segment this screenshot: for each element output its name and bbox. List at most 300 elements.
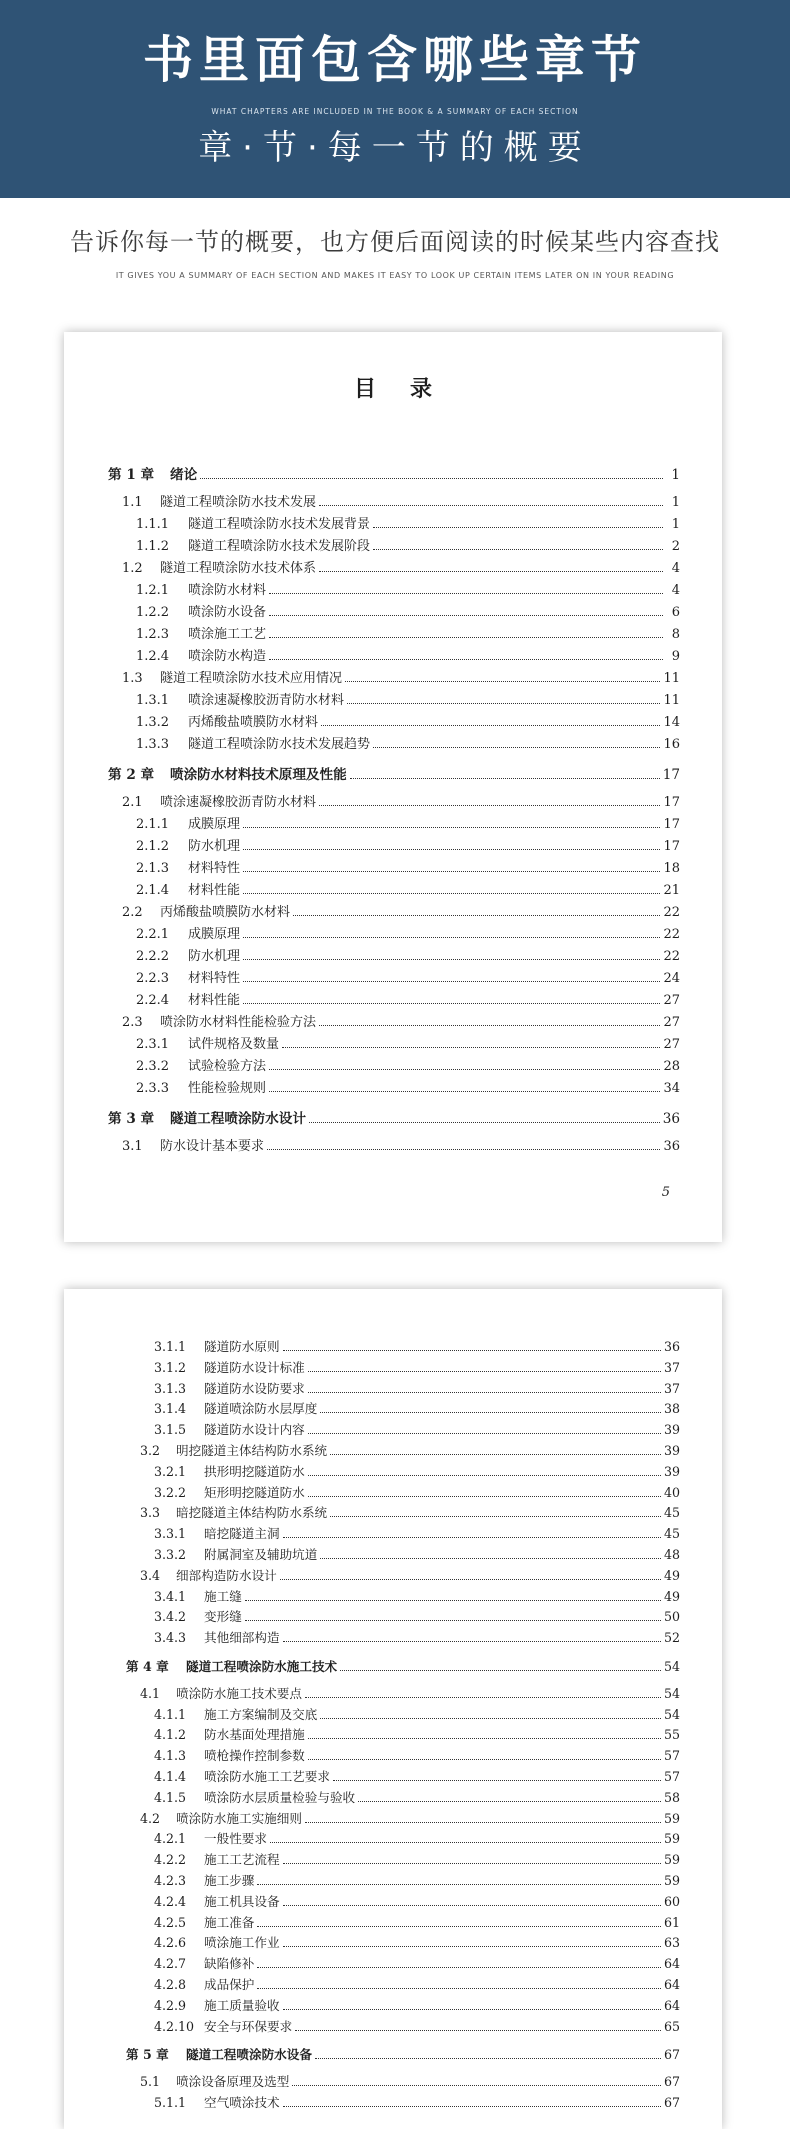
toc-entry-row <box>64 1503 722 1524</box>
dot-leader <box>292 2085 661 2086</box>
toc-page-2 <box>64 1289 722 2129</box>
toc-entry-title: 性能检验规则 <box>188 1081 267 1096</box>
dot-leader <box>330 1516 661 1517</box>
toc-entry-row <box>64 1337 722 1358</box>
toc-entry-number: 2.1.3 <box>136 861 170 876</box>
toc-entry-number: 4.1.1 <box>154 1706 187 1722</box>
toc-entry-row <box>64 2093 722 2114</box>
toc-entry-number: 第 3 章 <box>108 1111 155 1127</box>
toc-entry-label <box>154 1524 280 1545</box>
toc-entry-label <box>154 1607 242 1628</box>
toc-entry-page: 22 <box>663 949 680 964</box>
toc-entry-title: 缺陷修补 <box>204 1956 255 1972</box>
toc-entry-title: 试件规格及数量 <box>188 1037 280 1052</box>
toc-entry-title: 试验检验方法 <box>188 1059 267 1074</box>
toc-entry-number: 4.2.9 <box>154 1997 187 2013</box>
dot-leader <box>321 725 660 726</box>
toc-entry-title: 其他细部构造 <box>204 1630 280 1646</box>
toc-entry-title: 绪论 <box>170 467 198 483</box>
toc-entry-number: 5.1 <box>140 2074 161 2090</box>
dot-leader <box>293 915 660 916</box>
toc-entry-label <box>154 1358 305 1379</box>
toc-entry-title: 一般性要求 <box>204 1831 267 1847</box>
toc-entry-row <box>64 1913 722 1934</box>
toc-entry-title: 喷涂防水施工实施细则 <box>176 1810 302 1826</box>
toc-entry-page: 59 <box>663 1831 680 1847</box>
toc-entry-number: 3.2 <box>140 1442 161 1458</box>
toc-entry-page: 1 <box>671 467 680 483</box>
toc-entry-title: 隧道工程喷涂防水技术体系 <box>160 561 317 576</box>
toc-entry-row <box>64 580 722 602</box>
toc-entry-row <box>64 1996 722 2017</box>
toc-entry-label <box>122 668 342 690</box>
toc-entry-title: 空气喷涂技术 <box>204 2094 280 2110</box>
toc-entry-number: 第 2 章 <box>108 767 155 783</box>
toc-entry-number: 2.1.1 <box>136 817 170 832</box>
toc-entry-title: 变形缝 <box>204 1609 242 1625</box>
toc-entry-title: 拱形明挖隧道防水 <box>204 1463 305 1479</box>
toc-entry-label <box>136 580 266 602</box>
toc-entry-title: 成膜原理 <box>188 817 241 832</box>
toc-entry-number: 3.3.2 <box>154 1546 187 1562</box>
toc-entry-page: 38 <box>663 1401 680 1417</box>
toc-entry-row <box>64 1524 722 1545</box>
dot-leader <box>350 778 660 779</box>
toc-entry-title: 隧道工程喷涂防水技术发展趋势 <box>188 737 371 752</box>
toc-entry-title: 喷涂防水材料技术原理及性能 <box>170 767 347 783</box>
dot-leader <box>245 1620 661 1621</box>
toc-entry-label <box>140 2072 289 2093</box>
toc-entry-number: 2.3.2 <box>136 1059 170 1074</box>
toc-entry-label <box>154 1705 317 1726</box>
dot-leader <box>347 703 660 704</box>
dot-leader <box>320 1558 661 1559</box>
toc-entry-label <box>136 1056 266 1078</box>
toc-entry-number: 2.2 <box>122 905 143 920</box>
dot-leader <box>373 747 660 748</box>
toc-entry-page: 27 <box>663 1015 680 1030</box>
dot-leader <box>243 849 660 850</box>
toc-entry-row <box>64 1483 722 1504</box>
toc-entry-number: 1.2 <box>122 561 143 576</box>
toc-entry-page: 64 <box>663 1997 680 2013</box>
toc-entry-number: 2.2.2 <box>136 949 170 964</box>
toc-entry-row <box>64 814 722 836</box>
dot-leader <box>270 1842 661 1843</box>
toc-entry-row <box>64 1850 722 1871</box>
toc-entry-label <box>140 1809 302 1830</box>
toc-entry-row <box>64 514 722 536</box>
toc-entry-row <box>64 1545 722 1566</box>
toc-entry-row <box>64 558 722 580</box>
toc-entry-label <box>154 1767 330 1788</box>
toc-entry-number: 4.1.2 <box>154 1727 187 1743</box>
dot-leader <box>283 1641 661 1642</box>
dot-leader <box>319 1025 660 1026</box>
toc-entry-label <box>136 858 240 880</box>
toc-entry-number: 4.1 <box>140 1685 161 1701</box>
toc-entry-number: 3.3.1 <box>154 1526 187 1542</box>
dot-leader <box>295 2030 661 2031</box>
toc-chapter-row <box>64 764 722 786</box>
toc-entry-number: 第 5 章 <box>126 2047 169 2063</box>
toc-entry-page: 39 <box>663 1442 680 1458</box>
toc-entry-number: 4.2.4 <box>154 1893 187 1909</box>
toc-entry-page: 40 <box>663 1484 680 1500</box>
toc-entry-row <box>64 734 722 756</box>
dot-leader <box>257 1988 661 1989</box>
toc-entry-page: 27 <box>663 1037 680 1052</box>
toc-entry-title: 隧道防水设防要求 <box>204 1380 305 1396</box>
toc-entry-label <box>154 1933 280 1954</box>
toc-entry-number: 4.2.8 <box>154 1976 187 1992</box>
toc-entry-title: 暗挖隧道主体结构防水系统 <box>176 1505 328 1521</box>
toc-entry-title: 明挖隧道主体结构防水系统 <box>176 1442 328 1458</box>
header-banner <box>0 0 790 198</box>
toc-entry-number: 第 1 章 <box>108 467 155 483</box>
toc-entry-row <box>64 1933 722 1954</box>
dot-leader <box>330 1454 661 1455</box>
toc-entry-number: 3.1.2 <box>154 1359 187 1375</box>
toc-entry-page: 55 <box>663 1727 680 1743</box>
toc-entry-label <box>154 1913 254 1934</box>
toc-entry-row <box>64 602 722 624</box>
toc-entry-title: 暗挖隧道主洞 <box>204 1526 280 1542</box>
toc-entry-number: 3.2.2 <box>154 1484 187 1500</box>
toc-entry-title: 隧道工程喷涂防水技术发展阶段 <box>188 539 371 554</box>
dot-leader <box>283 1537 661 1538</box>
toc-entry-row <box>64 1078 722 1100</box>
dot-leader <box>269 593 663 594</box>
toc-entry-number: 1.1.2 <box>136 539 170 554</box>
toc-entry-page: 64 <box>663 1976 680 1992</box>
toc-entry-row <box>64 1954 722 1975</box>
toc-entry-title: 材料特性 <box>188 971 241 986</box>
toc-entry-row <box>64 1767 722 1788</box>
dot-leader <box>243 1003 660 1004</box>
toc-entry-page: 22 <box>663 905 680 920</box>
toc-entry-number: 3.1.3 <box>154 1380 187 1396</box>
dot-leader <box>282 1047 660 1048</box>
toc-entry-title: 施工步骤 <box>204 1872 255 1888</box>
toc-entry-title: 隧道防水设计标准 <box>204 1359 305 1375</box>
toc-entry-row <box>64 880 722 902</box>
toc-entry-number: 2.1 <box>122 795 143 810</box>
toc-entry-row <box>64 836 722 858</box>
toc-entry-row <box>64 668 722 690</box>
toc-entry-page: 63 <box>663 1935 680 1951</box>
toc-entry-label <box>136 624 266 646</box>
toc-entry-page: 54 <box>663 1658 680 1674</box>
toc-entry-number: 2.2.1 <box>136 927 170 942</box>
toc-entry-row <box>64 1056 722 1078</box>
dot-leader <box>283 2009 661 2010</box>
toc-entry-row <box>64 1012 722 1034</box>
banner-title: 书里面包含哪些章节 <box>143 30 647 89</box>
toc-entry-title: 喷涂防水材料性能检验方法 <box>160 1015 317 1030</box>
toc-entry-number: 2.3.3 <box>136 1081 170 1096</box>
toc-entry-title: 安全与环保要求 <box>204 2018 293 2034</box>
toc-entry-title: 细部构造防水设计 <box>176 1567 277 1583</box>
toc-page-1 <box>64 332 722 1242</box>
toc-entry-label <box>122 902 290 924</box>
dot-leader <box>308 1496 661 1497</box>
toc-entry-page: 58 <box>663 1789 680 1805</box>
toc-entry-label <box>122 558 316 580</box>
toc-entry-label <box>140 1441 327 1462</box>
toc-entry-page: 28 <box>663 1059 680 1074</box>
toc-entry-number: 4.1.3 <box>154 1748 187 1764</box>
toc-entry-label <box>154 1996 280 2017</box>
toc-entry-title: 施工方案编制及交底 <box>204 1706 318 1722</box>
toc-entry-number: 4.1.5 <box>154 1789 187 1805</box>
dot-leader <box>269 615 663 616</box>
toc-entry-row <box>64 2017 722 2038</box>
toc-entry-page: 39 <box>663 1463 680 1479</box>
toc-entry-page: 4 <box>671 583 680 598</box>
toc-entry-row <box>64 924 722 946</box>
toc-entry-title: 防水机理 <box>188 949 241 964</box>
dot-leader <box>333 1780 661 1781</box>
dot-leader <box>283 1350 661 1351</box>
toc-entry-number: 3.2.1 <box>154 1463 187 1479</box>
toc-entry-label <box>154 1850 280 1871</box>
page-number: 5 <box>661 1185 670 1200</box>
dot-leader <box>358 1801 661 1802</box>
toc-entry-page: 17 <box>663 795 680 810</box>
toc-entry-label <box>154 1725 305 1746</box>
toc-entry-number: 4.2 <box>140 1810 161 1826</box>
toc-entry-number: 3.1 <box>122 1139 143 1154</box>
dot-leader <box>340 1670 661 1671</box>
dot-leader <box>243 959 660 960</box>
toc-list <box>64 1337 722 2114</box>
toc-entry-page: 27 <box>663 993 680 1008</box>
toc-entry-label <box>154 2093 280 2114</box>
toc-entry-title: 矩形明挖隧道防水 <box>204 1484 305 1500</box>
dot-leader <box>200 478 663 479</box>
toc-entry-number: 1.1.1 <box>136 517 170 532</box>
dot-leader <box>308 1738 661 1739</box>
toc-entry-page: 67 <box>663 2094 680 2110</box>
toc-entry-title: 喷涂设备原理及选型 <box>176 2074 290 2090</box>
toc-entry-label <box>136 602 266 624</box>
toc-entry-row <box>64 536 722 558</box>
dot-leader <box>283 1863 661 1864</box>
toc-entry-row <box>64 1809 722 1830</box>
toc-entry-number: 4.1.4 <box>154 1768 187 1784</box>
dot-leader <box>305 1697 661 1698</box>
toc-entry-number: 2.1.4 <box>136 883 170 898</box>
toc-entry-row <box>64 1705 722 1726</box>
toc-entry-label <box>126 1657 337 1678</box>
dot-leader <box>267 1149 660 1150</box>
toc-entry-label <box>136 712 318 734</box>
toc-entry-label <box>136 1034 279 1056</box>
dot-leader <box>257 1967 661 1968</box>
toc-entry-row <box>64 1788 722 1809</box>
toc-entry-label <box>154 2017 292 2038</box>
toc-entry-title: 喷涂防水施工技术要点 <box>176 1685 302 1701</box>
toc-entry-page: 60 <box>663 1893 680 1909</box>
toc-entry-page: 2 <box>671 539 680 554</box>
toc-entry-row <box>64 646 722 668</box>
toc-entry-label <box>136 1078 266 1100</box>
toc-entry-page: 22 <box>663 927 680 942</box>
toc-entry-row <box>64 712 722 734</box>
toc-entry-row <box>64 1607 722 1628</box>
toc-entry-title: 隧道工程喷涂防水技术发展背景 <box>188 517 371 532</box>
toc-entry-title: 隧道喷涂防水层厚度 <box>204 1401 318 1417</box>
toc-entry-title: 喷枪操作控制参数 <box>204 1748 305 1764</box>
toc-entry-row <box>64 690 722 712</box>
toc-entry-row <box>64 1587 722 1608</box>
toc-entry-label <box>136 836 240 858</box>
toc-entry-page: 24 <box>663 971 680 986</box>
toc-entry-number: 1.2.2 <box>136 605 170 620</box>
toc-entry-number: 3.1.4 <box>154 1401 187 1417</box>
toc-entry-title: 喷涂速凝橡胶沥青防水材料 <box>188 693 345 708</box>
toc-entry-number: 4.2.3 <box>154 1872 187 1888</box>
toc-entry-page: 6 <box>671 605 680 620</box>
toc-entry-page: 17 <box>663 817 680 832</box>
toc-entry-page: 59 <box>663 1872 680 1888</box>
toc-entry-label <box>122 792 316 814</box>
toc-entry-number: 1.3.1 <box>136 693 170 708</box>
dot-leader <box>283 2106 661 2107</box>
toc-entry-page: 67 <box>663 2074 680 2090</box>
toc-entry-page: 11 <box>663 693 680 708</box>
dot-leader <box>319 505 663 506</box>
toc-entry-label <box>140 1503 327 1524</box>
toc-entry-title: 材料特性 <box>188 861 241 876</box>
toc-entry-label <box>136 946 240 968</box>
toc-entry-label <box>140 1684 302 1705</box>
toc-entry-row <box>64 1441 722 1462</box>
toc-entry-row <box>64 1746 722 1767</box>
toc-entry-label <box>154 1483 305 1504</box>
toc-entry-label <box>154 1975 254 1996</box>
toc-entry-page: 64 <box>663 1956 680 1972</box>
toc-entry-row <box>64 902 722 924</box>
toc-entry-number: 3.4.1 <box>154 1588 187 1604</box>
dot-leader <box>308 1371 661 1372</box>
toc-entry-page: 39 <box>663 1422 680 1438</box>
toc-entry-page: 54 <box>663 1685 680 1701</box>
dot-leader <box>243 981 660 982</box>
toc-entry-row <box>64 2072 722 2093</box>
toc-entry-title: 喷涂施工作业 <box>204 1935 280 1951</box>
toc-entry-label <box>154 1379 305 1400</box>
toc-entry-row <box>64 1358 722 1379</box>
toc-entry-title: 成膜原理 <box>188 927 241 942</box>
toc-entry-page: 67 <box>663 2047 680 2063</box>
toc-entry-title: 隧道工程喷涂防水技术应用情况 <box>160 671 343 686</box>
dot-leader <box>280 1579 661 1580</box>
toc-entry-row <box>64 1892 722 1913</box>
toc-entry-title: 隧道工程喷涂防水施工技术 <box>186 1658 338 1674</box>
dot-leader <box>308 1433 661 1434</box>
toc-entry-number: 2.2.3 <box>136 971 170 986</box>
toc-entry-row <box>64 624 722 646</box>
toc-entry-row <box>64 1975 722 1996</box>
toc-entry-label <box>154 1788 355 1809</box>
toc-entry-title: 防水基面处理措施 <box>204 1727 305 1743</box>
intro-text-cn: 告诉你每一节的概要，也方便后面阅读的时候某些内容查找 <box>70 228 720 256</box>
toc-entry-page: 36 <box>663 1139 680 1154</box>
toc-entry-label <box>154 1954 254 1975</box>
toc-entry-number: 3.4.2 <box>154 1609 187 1625</box>
toc-heading: 目录 <box>353 376 466 402</box>
toc-entry-row <box>64 492 722 514</box>
toc-entry-row <box>64 1871 722 1892</box>
toc-entry-number: 1.2.4 <box>136 649 170 664</box>
toc-entry-label <box>140 1566 277 1587</box>
dot-leader <box>243 937 660 938</box>
toc-entry-label <box>136 514 370 536</box>
dot-leader <box>305 1822 661 1823</box>
toc-entry-label <box>154 1892 280 1913</box>
toc-entry-label <box>154 1420 305 1441</box>
toc-entry-row <box>64 1379 722 1400</box>
toc-entry-label <box>136 924 240 946</box>
toc-entry-title: 隧道防水原则 <box>204 1339 280 1354</box>
toc-entry-label <box>154 1399 317 1420</box>
toc-entry-row <box>64 1399 722 1420</box>
dot-leader <box>345 681 660 682</box>
toc-entry-number: 4.2.6 <box>154 1935 187 1951</box>
toc-entry-page: 36 <box>662 1111 680 1127</box>
toc-entry-label <box>108 1108 306 1130</box>
toc-entry-page: 4 <box>671 561 680 576</box>
toc-entry-title: 丙烯酸盐喷膜防水材料 <box>160 905 291 920</box>
dot-leader <box>269 637 663 638</box>
toc-entry-page: 48 <box>663 1546 680 1562</box>
toc-entry-label <box>108 764 347 786</box>
toc-entry-number: 1.1 <box>122 495 143 510</box>
toc-entry-label <box>154 1628 280 1649</box>
toc-entry-page: 52 <box>663 1630 680 1646</box>
toc-entry-page: 57 <box>663 1748 680 1764</box>
toc-entry-label <box>122 1012 316 1034</box>
dot-leader <box>315 2058 661 2059</box>
toc-entry-page: 61 <box>663 1914 680 1930</box>
toc-entry-page: 18 <box>663 861 680 876</box>
toc-entry-number: 2.2.4 <box>136 993 170 1008</box>
toc-entry-title: 施工工艺流程 <box>204 1852 280 1868</box>
toc-entry-page: 54 <box>663 1706 680 1722</box>
toc-entry-page: 65 <box>663 2018 680 2034</box>
toc-entry-title: 丙烯酸盐喷膜防水材料 <box>188 715 319 730</box>
toc-entry-row <box>64 858 722 880</box>
toc-entry-page: 14 <box>663 715 680 730</box>
toc-entry-title: 喷涂防水材料 <box>188 583 267 598</box>
toc-entry-page: 1 <box>671 495 680 510</box>
toc-entry-title: 防水设计基本要求 <box>160 1139 265 1154</box>
toc-entry-row <box>64 1684 722 1705</box>
toc-entry-page: 17 <box>663 839 680 854</box>
toc-entry-title: 防水机理 <box>188 839 241 854</box>
toc-entry-page: 21 <box>663 883 680 898</box>
toc-entry-row <box>64 1136 722 1158</box>
toc-entry-label <box>154 1746 305 1767</box>
banner-subtitle-en: WHAT CHAPTERS ARE INCLUDED IN THE BOOK & A SUMMARY OF EACH SECTION <box>211 107 579 116</box>
toc-entry-number: 4.2.1 <box>154 1831 187 1847</box>
toc-entry-number: 1.3.3 <box>136 737 170 752</box>
toc-entry-number: 1.2.1 <box>136 583 170 598</box>
intro-text-en: IT GIVES YOU A SUMMARY OF EACH SECTION AND MAKES IT EASY TO LOOK UP CERTAIN ITEMS LATER ON IN YOUR READING <box>115 271 675 280</box>
dot-leader <box>308 1392 661 1393</box>
